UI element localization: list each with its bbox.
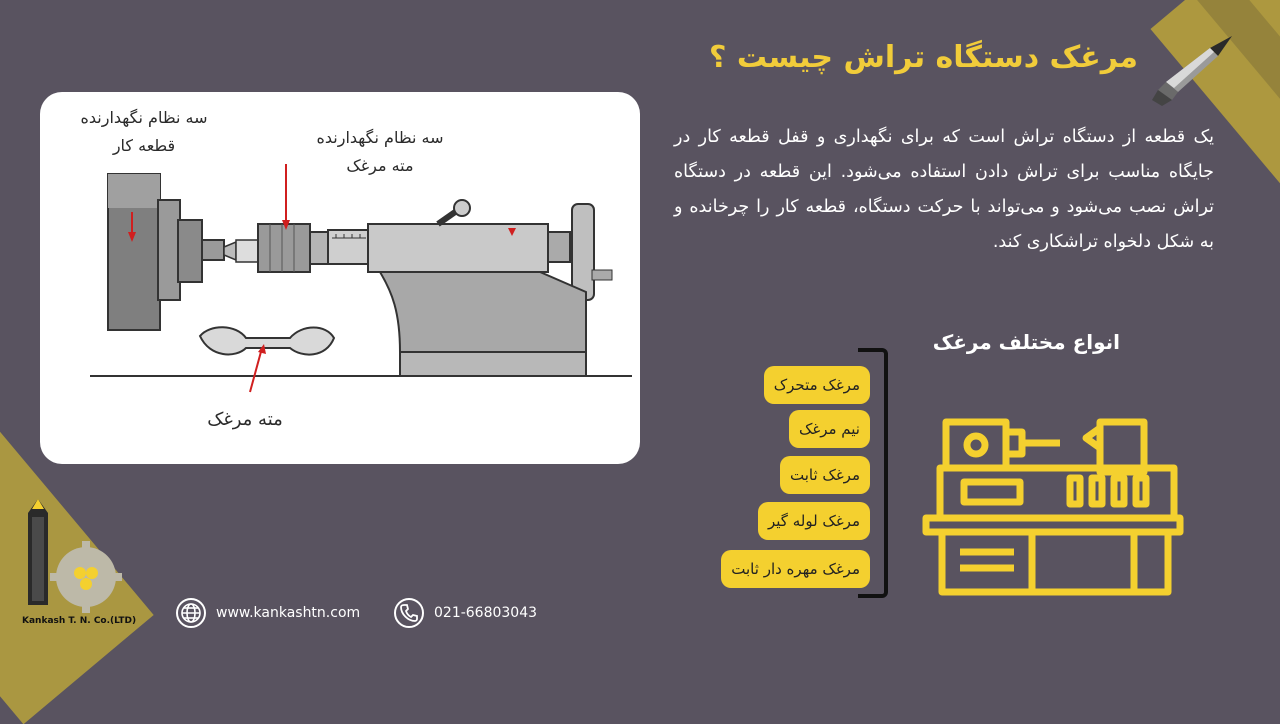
types-title: انواع مختلف مرغک	[932, 330, 1120, 354]
type-item: مرغک مهره دار ثابت	[721, 550, 870, 588]
type-item: مرغک ثابت	[780, 456, 870, 494]
label-bit: مته مرغک	[207, 409, 283, 430]
company-logo	[14, 495, 124, 619]
footer-website[interactable]	[176, 598, 360, 628]
website-text: www.kankashtn.com	[216, 605, 361, 621]
lathe-machine-icon	[920, 408, 1186, 602]
label-bitholder-line1: سه نظام نگهدارنده	[316, 128, 444, 147]
phone-icon	[394, 598, 424, 628]
company-name: Kankash T. N. Co.(LTD)	[22, 616, 137, 626]
type-item: مرغک لوله گیر	[758, 502, 870, 540]
globe-icon	[176, 598, 206, 628]
label-bitholder-line2: مته مرغک	[346, 156, 414, 175]
type-item: مرغک متحرک	[764, 366, 870, 404]
footer-phone[interactable]	[394, 598, 537, 628]
lathe-diagram	[40, 92, 640, 464]
label-workholder-line2: قطعه کار	[112, 136, 176, 155]
page-title: مرغک دستگاه تراش چیست ؟	[709, 40, 1138, 75]
label-workholder-line1: سه نظام نگهدارنده	[80, 108, 208, 127]
phone-text: 021-66803043	[434, 605, 538, 621]
description-text: یک قطعه از دستگاه تراش است که برای نگهداری و قفل قطعه کار در جایگاه مناسب برای تراش دادن استفاده می‌شود. این قطعه در دستگاه تراش نصب می‌شود و می‌تواند با حرکت دستگاه، قطعه کار را چرخانده و به شکل دلخواه تراشکاری کند.	[674, 127, 1214, 252]
lathe-center-icon	[1148, 30, 1238, 114]
type-item: نیم مرغک	[789, 410, 870, 448]
